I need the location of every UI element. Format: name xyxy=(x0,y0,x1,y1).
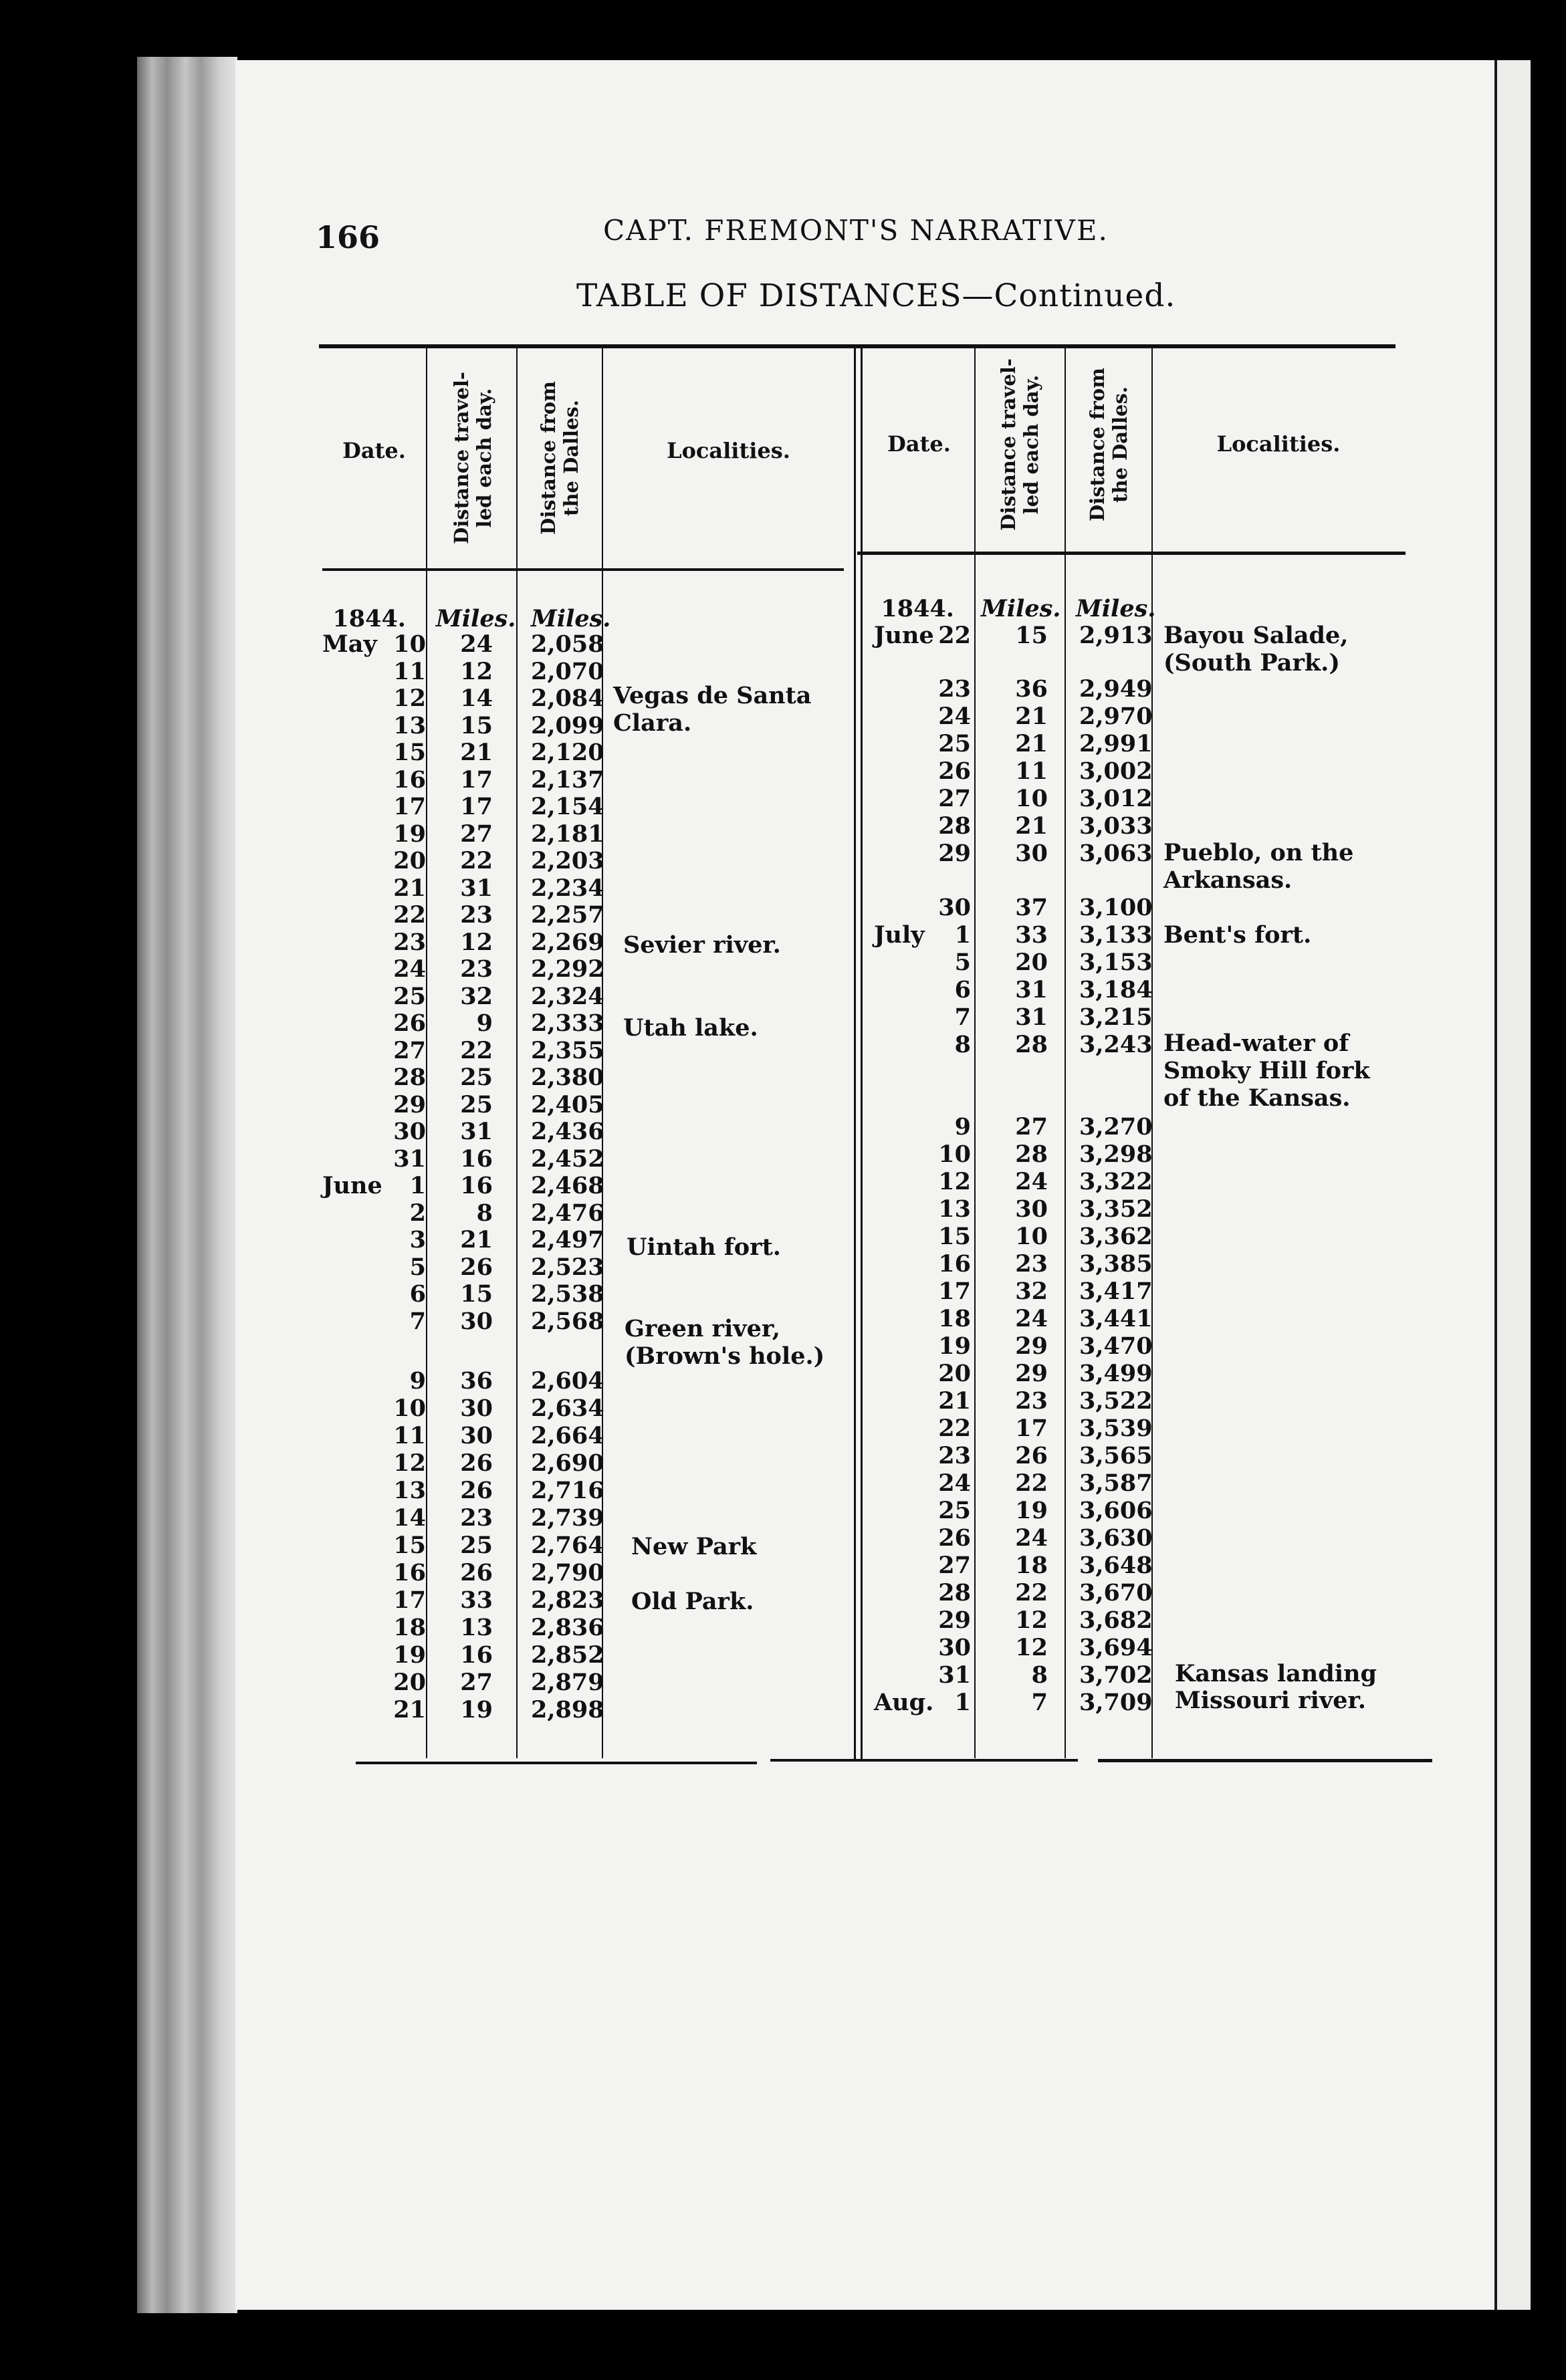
daily-distance-cell: 23 xyxy=(460,1504,493,1532)
total-distance-cell: 3,670 xyxy=(1079,1579,1153,1606)
daily-distance-cell: 12 xyxy=(460,657,493,685)
day-cell: 20 xyxy=(393,847,426,874)
daily-distance-cell: 15 xyxy=(460,711,493,739)
day-cell: 13 xyxy=(393,1477,426,1504)
total-distance-cell: 2,436 xyxy=(531,1118,604,1145)
header-total-distance-right: Distance from the Dalles. xyxy=(1085,368,1131,521)
header-bottom-rule-right xyxy=(857,552,1406,555)
table-row xyxy=(235,1168,1171,1195)
total-distance-cell: 2,764 xyxy=(531,1532,604,1559)
total-distance-cell: 2,468 xyxy=(531,1172,604,1199)
day-cell: 5 xyxy=(954,949,971,976)
daily-distance-cell: 26 xyxy=(460,1477,493,1504)
day-cell: 25 xyxy=(393,982,426,1010)
locality-right: Pueblo, on the Arkansas. xyxy=(1163,839,1354,894)
daily-distance-cell: 19 xyxy=(1015,1497,1048,1524)
day-cell: 26 xyxy=(393,1009,426,1037)
daily-distance-cell: 23 xyxy=(1015,1250,1048,1278)
running-head: CAPT. FREMONT'S NARRATIVE. xyxy=(603,214,1109,247)
month-cell: May xyxy=(322,630,377,658)
daily-distance-cell: 17 xyxy=(1015,1415,1048,1442)
daily-distance-cell: 12 xyxy=(1015,1634,1048,1661)
table-row xyxy=(235,1661,1171,1688)
daily-distance-cell: 30 xyxy=(460,1395,493,1422)
daily-distance-cell: 31 xyxy=(1015,1003,1048,1031)
daily-distance-cell: 11 xyxy=(1015,757,1048,785)
table-row xyxy=(235,840,1171,866)
day-cell: 16 xyxy=(938,1250,971,1278)
header-daily-distance-left: Distance travel-led each day. xyxy=(449,372,495,544)
total-distance-cell: 2,852 xyxy=(531,1641,604,1669)
month-cell: Aug. xyxy=(874,1689,934,1716)
daily-distance-cell: 9 xyxy=(476,1009,493,1037)
daily-distance-cell: 31 xyxy=(460,1118,493,1145)
units-daily-left: Miles. xyxy=(436,605,516,632)
total-distance-cell: 3,499 xyxy=(1079,1360,1153,1387)
book-page-edges xyxy=(137,57,237,2313)
day-cell: 19 xyxy=(393,1641,426,1669)
table-bottom-rule-right xyxy=(1098,1759,1432,1762)
day-cell: 29 xyxy=(938,840,971,867)
day-cell: 12 xyxy=(393,685,426,712)
total-distance-cell: 2,292 xyxy=(531,955,604,983)
total-distance-cell: 2,913 xyxy=(1079,622,1153,649)
day-cell: 10 xyxy=(393,1395,426,1422)
total-distance-cell: 3,522 xyxy=(1079,1387,1153,1415)
day-cell: 25 xyxy=(938,730,971,757)
table-row xyxy=(235,1634,1171,1661)
table-row xyxy=(235,1064,857,1090)
daily-distance-cell: 15 xyxy=(1015,622,1048,649)
year-left: 1844. xyxy=(332,605,406,632)
units-daily-right: Miles. xyxy=(981,595,1061,622)
total-distance-cell: 2,790 xyxy=(531,1559,604,1586)
day-cell: 9 xyxy=(409,1367,426,1395)
total-distance-cell: 2,898 xyxy=(531,1696,604,1723)
year-right: 1844. xyxy=(881,595,954,622)
daily-distance-cell: 17 xyxy=(460,765,493,794)
day-cell: 15 xyxy=(393,739,426,766)
total-distance-cell: 2,991 xyxy=(1079,730,1153,757)
day-cell: 29 xyxy=(393,1090,426,1118)
total-distance-cell: 2,070 xyxy=(531,657,604,685)
locality-right: Bayou Salade, (South Park.) xyxy=(1163,622,1349,677)
day-cell: 22 xyxy=(393,901,426,929)
book-page xyxy=(235,60,1509,2310)
units-total-right: Miles. xyxy=(1076,595,1156,622)
daily-distance-cell: 22 xyxy=(1015,1579,1048,1606)
daily-distance-cell: 26 xyxy=(460,1559,493,1586)
day-cell: 21 xyxy=(938,1387,971,1415)
locality-right: Kansas landing xyxy=(1175,1660,1377,1687)
day-cell: 18 xyxy=(393,1614,426,1641)
total-distance-cell: 3,682 xyxy=(1079,1606,1153,1634)
locality-right: Missouri river. xyxy=(1175,1687,1366,1714)
daily-distance-cell: 23 xyxy=(460,955,493,983)
daily-distance-cell: 10 xyxy=(1015,785,1048,812)
day-cell: 21 xyxy=(393,1696,426,1723)
daily-distance-cell: 21 xyxy=(1015,730,1048,757)
day-cell: 13 xyxy=(393,711,426,739)
table-row xyxy=(235,1415,1171,1441)
day-cell: 19 xyxy=(938,1332,971,1360)
total-distance-cell: 3,709 xyxy=(1079,1689,1153,1716)
total-distance-cell: 2,355 xyxy=(531,1036,604,1064)
day-cell: 20 xyxy=(938,1360,971,1387)
total-distance-cell: 3,441 xyxy=(1079,1305,1153,1332)
table-bottom-rule-left xyxy=(356,1762,757,1764)
locality-left: Green river, (Brown's hole.) xyxy=(625,1315,825,1370)
daily-distance-cell: 13 xyxy=(460,1614,493,1641)
total-distance-cell: 3,063 xyxy=(1079,840,1153,867)
total-distance-cell: 2,690 xyxy=(531,1449,604,1477)
year-row-right xyxy=(235,595,1171,622)
total-distance-cell: 2,084 xyxy=(531,685,604,712)
total-distance-cell: 3,133 xyxy=(1079,921,1153,949)
total-distance-cell: 2,949 xyxy=(1079,675,1153,703)
day-cell: 28 xyxy=(938,1579,971,1606)
day-cell: 28 xyxy=(938,812,971,840)
total-distance-cell: 2,324 xyxy=(531,982,604,1010)
locality-left: Vegas de Santa Clara. xyxy=(613,682,812,737)
total-distance-cell: 2,664 xyxy=(531,1422,604,1449)
daily-distance-cell: 14 xyxy=(460,685,493,712)
header-date-left: Date. xyxy=(342,438,406,463)
table-row xyxy=(235,1278,1171,1304)
table-row xyxy=(235,1497,1171,1524)
day-cell: 6 xyxy=(954,976,971,1003)
total-distance-cell: 3,352 xyxy=(1079,1195,1153,1223)
daily-distance-cell: 15 xyxy=(460,1280,493,1308)
daily-distance-cell: 8 xyxy=(476,1199,493,1227)
total-distance-cell: 3,322 xyxy=(1079,1168,1153,1195)
header-date-right: Date. xyxy=(887,431,951,457)
daily-distance-cell: 12 xyxy=(1015,1606,1048,1634)
total-distance-cell: 3,012 xyxy=(1079,785,1153,812)
total-distance-cell: 3,362 xyxy=(1079,1223,1153,1250)
table-row xyxy=(235,812,1171,839)
day-cell: 10 xyxy=(938,1141,971,1168)
total-distance-cell: 3,215 xyxy=(1079,1003,1153,1031)
day-cell: 13 xyxy=(938,1195,971,1223)
day-cell: 11 xyxy=(393,1422,426,1449)
total-distance-cell: 2,405 xyxy=(531,1090,604,1118)
daily-distance-cell: 27 xyxy=(460,1669,493,1696)
table-row xyxy=(235,976,1171,1003)
daily-distance-cell: 12 xyxy=(460,928,493,956)
daily-distance-cell: 32 xyxy=(460,982,493,1010)
day-cell: 16 xyxy=(393,1559,426,1586)
daily-distance-cell: 25 xyxy=(460,1064,493,1091)
total-distance-cell: 2,523 xyxy=(531,1253,604,1281)
daily-distance-cell: 36 xyxy=(460,1367,493,1395)
header-total-distance-left: Distance from the Dalles. xyxy=(536,381,582,535)
total-distance-cell: 2,257 xyxy=(531,901,604,929)
day-cell: 16 xyxy=(393,765,426,794)
day-cell: 31 xyxy=(938,1661,971,1689)
table-row xyxy=(235,1141,1171,1167)
daily-distance-cell: 16 xyxy=(460,1172,493,1199)
daily-distance-cell: 23 xyxy=(460,901,493,929)
total-distance-cell: 2,203 xyxy=(531,847,604,874)
total-distance-cell: 3,385 xyxy=(1079,1250,1153,1278)
daily-distance-cell: 16 xyxy=(460,1145,493,1173)
daily-distance-cell: 23 xyxy=(1015,1387,1048,1415)
day-cell: 24 xyxy=(938,703,971,730)
day-cell: 11 xyxy=(393,657,426,685)
table-top-rule xyxy=(319,344,1395,348)
total-distance-cell: 2,333 xyxy=(531,1009,604,1037)
day-cell: 12 xyxy=(393,1449,426,1477)
daily-distance-cell: 25 xyxy=(460,1090,493,1118)
total-distance-cell: 3,270 xyxy=(1079,1113,1153,1141)
total-distance-cell: 2,836 xyxy=(531,1614,604,1641)
month-cell: June xyxy=(874,622,934,649)
daily-distance-cell: 30 xyxy=(1015,1195,1048,1223)
daily-distance-cell: 29 xyxy=(1015,1360,1048,1387)
daily-distance-cell: 21 xyxy=(460,739,493,766)
total-distance-cell: 3,002 xyxy=(1079,757,1153,785)
table-row xyxy=(235,894,1171,921)
day-cell: 28 xyxy=(393,1064,426,1091)
facing-page-edge xyxy=(1494,60,1531,2310)
day-cell: 2 xyxy=(409,1199,426,1227)
daily-distance-cell: 30 xyxy=(1015,840,1048,867)
day-cell: 17 xyxy=(938,1278,971,1305)
table-row xyxy=(235,1387,1171,1414)
total-distance-cell: 3,470 xyxy=(1079,1332,1153,1360)
locality-right: Bent's fort. xyxy=(1163,921,1312,949)
daily-distance-cell: 36 xyxy=(1015,675,1048,703)
table-title: TABLE OF DISTANCES—Continued. xyxy=(576,277,1176,314)
daily-distance-cell: 22 xyxy=(460,847,493,874)
daily-distance-cell: 24 xyxy=(1015,1168,1048,1195)
total-distance-cell: 2,058 xyxy=(531,630,604,658)
daily-distance-cell: 8 xyxy=(1031,1661,1048,1689)
total-distance-cell: 3,033 xyxy=(1079,812,1153,840)
daily-distance-cell: 24 xyxy=(460,630,493,658)
day-cell: 30 xyxy=(938,1634,971,1661)
day-cell: 18 xyxy=(938,1305,971,1332)
locality-right: Head-water of Smoky Hill fork of the Kansas. xyxy=(1163,1030,1370,1112)
day-cell: 24 xyxy=(938,1469,971,1497)
total-distance-cell: 2,120 xyxy=(531,739,604,766)
total-distance-cell: 3,694 xyxy=(1079,1634,1153,1661)
total-distance-cell: 3,648 xyxy=(1079,1552,1153,1579)
daily-distance-cell: 31 xyxy=(1015,976,1048,1003)
table-row xyxy=(235,622,1171,648)
daily-distance-cell: 30 xyxy=(460,1307,493,1335)
total-distance-cell: 2,568 xyxy=(531,1307,604,1335)
header-bottom-rule-left xyxy=(322,568,844,571)
daily-distance-cell: 24 xyxy=(1015,1305,1048,1332)
total-distance-cell: 2,137 xyxy=(531,765,604,794)
daily-distance-cell: 20 xyxy=(1015,949,1048,976)
day-cell: 17 xyxy=(393,1586,426,1614)
total-distance-cell: 2,181 xyxy=(531,820,604,848)
day-cell: 30 xyxy=(938,894,971,921)
daily-distance-cell: 25 xyxy=(460,1532,493,1559)
locality-left: New Park xyxy=(631,1533,757,1560)
day-cell: 19 xyxy=(393,820,426,848)
daily-distance-cell: 22 xyxy=(1015,1469,1048,1497)
total-distance-cell: 3,298 xyxy=(1079,1141,1153,1168)
daily-distance-cell: 29 xyxy=(1015,1332,1048,1360)
total-distance-cell: 3,702 xyxy=(1079,1661,1153,1689)
daily-distance-cell: 28 xyxy=(1015,1141,1048,1168)
day-cell: 23 xyxy=(938,675,971,703)
daily-distance-cell: 10 xyxy=(1015,1223,1048,1250)
total-distance-cell: 2,879 xyxy=(531,1669,604,1696)
day-cell: 21 xyxy=(393,874,426,902)
day-cell: 9 xyxy=(954,1113,971,1141)
day-cell: 22 xyxy=(938,1415,971,1442)
daily-distance-cell: 21 xyxy=(460,1226,493,1254)
day-cell: 23 xyxy=(393,928,426,956)
day-cell: 27 xyxy=(393,1036,426,1064)
table-row xyxy=(235,1113,1171,1140)
total-distance-cell: 2,823 xyxy=(531,1586,604,1614)
total-distance-cell: 2,604 xyxy=(531,1367,604,1395)
daily-distance-cell: 16 xyxy=(460,1641,493,1669)
day-cell: 15 xyxy=(938,1223,971,1250)
daily-distance-cell: 37 xyxy=(1015,894,1048,921)
day-cell: 10 xyxy=(393,630,426,658)
total-distance-cell: 2,970 xyxy=(1079,703,1153,730)
locality-left: Uintah fort. xyxy=(627,1233,781,1261)
table-row xyxy=(235,1442,1171,1469)
total-distance-cell: 3,153 xyxy=(1079,949,1153,976)
total-distance-cell: 3,184 xyxy=(1079,976,1153,1003)
daily-distance-cell: 26 xyxy=(1015,1442,1048,1469)
total-distance-cell: 2,234 xyxy=(531,874,604,902)
day-cell: 23 xyxy=(938,1442,971,1469)
locality-left: Old Park. xyxy=(631,1588,754,1615)
table-bottom-rule-mid xyxy=(770,1759,1078,1762)
locality-left: Sevier river. xyxy=(623,931,781,959)
day-cell: 29 xyxy=(938,1606,971,1634)
daily-distance-cell: 26 xyxy=(460,1449,493,1477)
total-distance-cell: 2,269 xyxy=(531,928,604,956)
daily-distance-cell: 19 xyxy=(460,1696,493,1723)
total-distance-cell: 2,154 xyxy=(531,793,604,820)
total-distance-cell: 2,634 xyxy=(531,1395,604,1422)
day-cell: 6 xyxy=(409,1280,426,1308)
daily-distance-cell: 7 xyxy=(1031,1689,1048,1716)
month-cell: June xyxy=(322,1172,382,1199)
day-cell: 24 xyxy=(393,955,426,983)
daily-distance-cell: 28 xyxy=(1015,1031,1048,1058)
day-cell: 15 xyxy=(393,1532,426,1559)
daily-distance-cell: 22 xyxy=(460,1036,493,1064)
daily-distance-cell: 18 xyxy=(1015,1552,1048,1579)
locality-left: Utah lake. xyxy=(623,1014,758,1042)
total-distance-cell: 3,587 xyxy=(1079,1469,1153,1497)
daily-distance-cell: 27 xyxy=(460,820,493,848)
total-distance-cell: 3,565 xyxy=(1079,1442,1153,1469)
total-distance-cell: 2,716 xyxy=(531,1477,604,1504)
day-cell: 1 xyxy=(409,1172,426,1199)
header-localities-right: Localities. xyxy=(1216,431,1341,457)
table-row xyxy=(235,1195,1171,1222)
daily-distance-cell: 24 xyxy=(1015,1524,1048,1552)
table-row xyxy=(235,757,1171,784)
daily-distance-cell: 27 xyxy=(1015,1113,1048,1141)
units-total-left: Miles. xyxy=(531,605,611,632)
day-cell: 20 xyxy=(393,1669,426,1696)
month-cell: July xyxy=(874,921,925,949)
daily-distance-cell: 21 xyxy=(1015,812,1048,840)
day-cell: 27 xyxy=(938,1552,971,1579)
day-cell: 26 xyxy=(938,1524,971,1552)
day-cell: 26 xyxy=(938,757,971,785)
day-cell: 14 xyxy=(393,1504,426,1532)
day-cell: 1 xyxy=(954,1689,971,1716)
day-cell: 3 xyxy=(409,1226,426,1254)
header-daily-distance-right: Distance travel-led each day. xyxy=(996,358,1042,531)
table-row xyxy=(235,785,1171,812)
day-cell: 7 xyxy=(409,1307,426,1335)
daily-distance-cell: 33 xyxy=(460,1586,493,1614)
daily-distance-cell: 31 xyxy=(460,874,493,902)
table-row xyxy=(235,1469,1171,1496)
daily-distance-cell: 30 xyxy=(460,1422,493,1449)
day-cell: 5 xyxy=(409,1253,426,1281)
total-distance-cell: 2,538 xyxy=(531,1280,604,1308)
daily-distance-cell: 32 xyxy=(1015,1278,1048,1305)
day-cell: 17 xyxy=(393,793,426,820)
daily-distance-cell: 33 xyxy=(1015,921,1048,949)
total-distance-cell: 2,497 xyxy=(531,1226,604,1254)
daily-distance-cell: 21 xyxy=(1015,703,1048,730)
total-distance-cell: 2,099 xyxy=(531,711,604,739)
daily-distance-cell: 17 xyxy=(460,793,493,820)
day-cell: 22 xyxy=(938,622,971,649)
total-distance-cell: 3,630 xyxy=(1079,1524,1153,1552)
table-row xyxy=(235,1689,1171,1715)
total-distance-cell: 2,380 xyxy=(531,1064,604,1091)
total-distance-cell: 3,606 xyxy=(1079,1497,1153,1524)
total-distance-cell: 3,243 xyxy=(1079,1031,1153,1058)
total-distance-cell: 3,539 xyxy=(1079,1415,1153,1442)
total-distance-cell: 2,476 xyxy=(531,1199,604,1227)
daily-distance-cell: 26 xyxy=(460,1253,493,1281)
total-distance-cell: 3,100 xyxy=(1079,894,1153,921)
day-cell: 31 xyxy=(393,1145,426,1173)
total-distance-cell: 3,417 xyxy=(1079,1278,1153,1305)
day-cell: 12 xyxy=(938,1168,971,1195)
total-distance-cell: 2,739 xyxy=(531,1504,604,1532)
day-cell: 25 xyxy=(938,1497,971,1524)
day-cell: 30 xyxy=(393,1118,426,1145)
day-cell: 27 xyxy=(938,785,971,812)
day-cell: 8 xyxy=(954,1031,971,1058)
total-distance-cell: 2,452 xyxy=(531,1145,604,1173)
day-cell: 7 xyxy=(954,1003,971,1031)
header-localities-left: Localities. xyxy=(667,438,790,463)
page-number: 166 xyxy=(316,219,380,255)
day-cell: 1 xyxy=(954,921,971,949)
